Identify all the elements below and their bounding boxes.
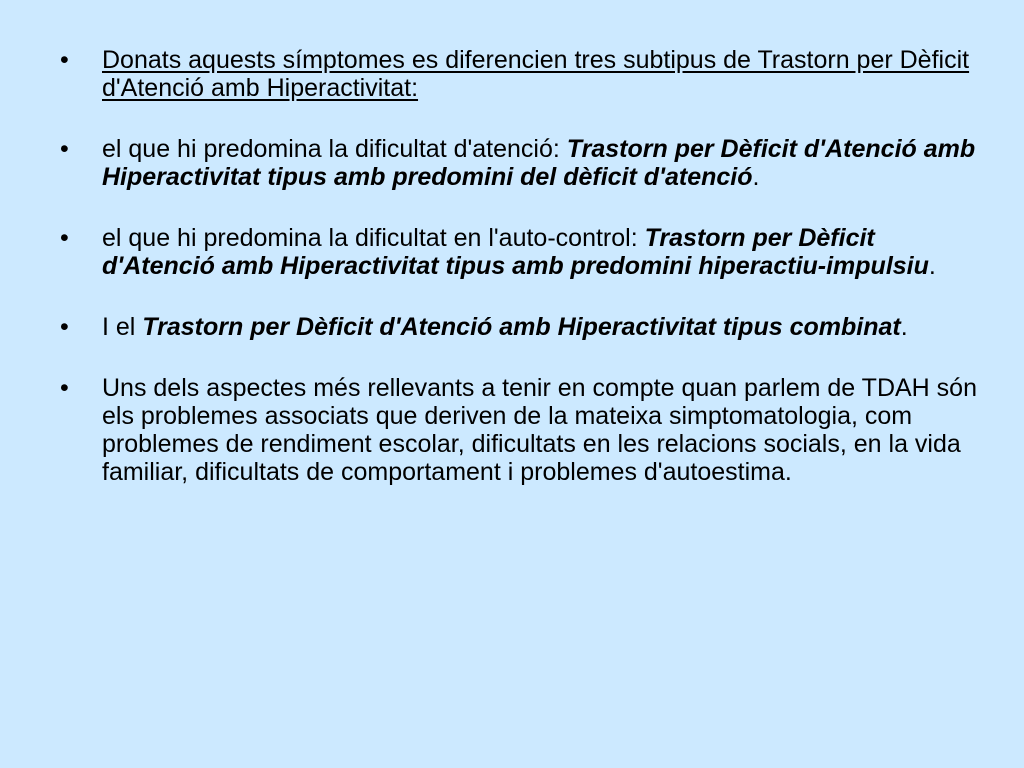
impulsive-subtype-tail: . (928, 252, 936, 280)
attention-subtype-tail: . (752, 163, 760, 191)
subtypes-intro-text: Donats aquests símptomes es diferencien tres subtipus de Trastorn per Dèficit d'Atenció amb Hiperactivitat: (102, 46, 970, 102)
combined-subtype-emphasis: Trastorn per Dèficit d'Atenció amb Hiperactivitat tipus combinat (142, 313, 901, 341)
bullet-item-associated-problems (60, 374, 980, 486)
combined-subtype-lead: I el (102, 313, 143, 341)
bullet-item-impulsive-subtype (60, 224, 980, 280)
bullet-icon: • (60, 374, 69, 402)
bullet-item-attention-subtype (60, 135, 980, 191)
combined-subtype-tail: . (900, 313, 908, 341)
associated-problems-text: Uns dels aspectes més rellevants a tenir en compte quan parlem de TDAH són els problemes associats que deriven de la mateixa simptomatologia, com problemes de rendiment escolar, dificultats en les relacions socials, en la vida familiar, dificultats de comportament i problemes d'autoestima. (102, 374, 977, 486)
bullet-icon: • (60, 46, 69, 74)
impulsive-subtype-emphasis: Trastorn per Dèficit d'Atenció amb Hiperactivitat tipus amb predomini hiperactiu-impulsiu (102, 224, 929, 280)
bullet-item-subtypes-intro (60, 46, 980, 102)
bullet-item-combined-subtype (60, 313, 980, 341)
attention-subtype-lead: el que hi predomina la dificultat d'atenció: (102, 135, 567, 163)
bullet-icon: • (60, 313, 69, 341)
bullet-icon: • (60, 224, 69, 252)
impulsive-subtype-lead: el que hi predomina la dificultat en l'auto-control: (102, 224, 645, 252)
attention-subtype-emphasis: Trastorn per Dèficit d'Atenció amb Hiperactivitat tipus amb predomini del dèficit d'atenció (102, 135, 976, 191)
bullet-list (60, 46, 980, 486)
bullet-icon: • (60, 135, 69, 163)
